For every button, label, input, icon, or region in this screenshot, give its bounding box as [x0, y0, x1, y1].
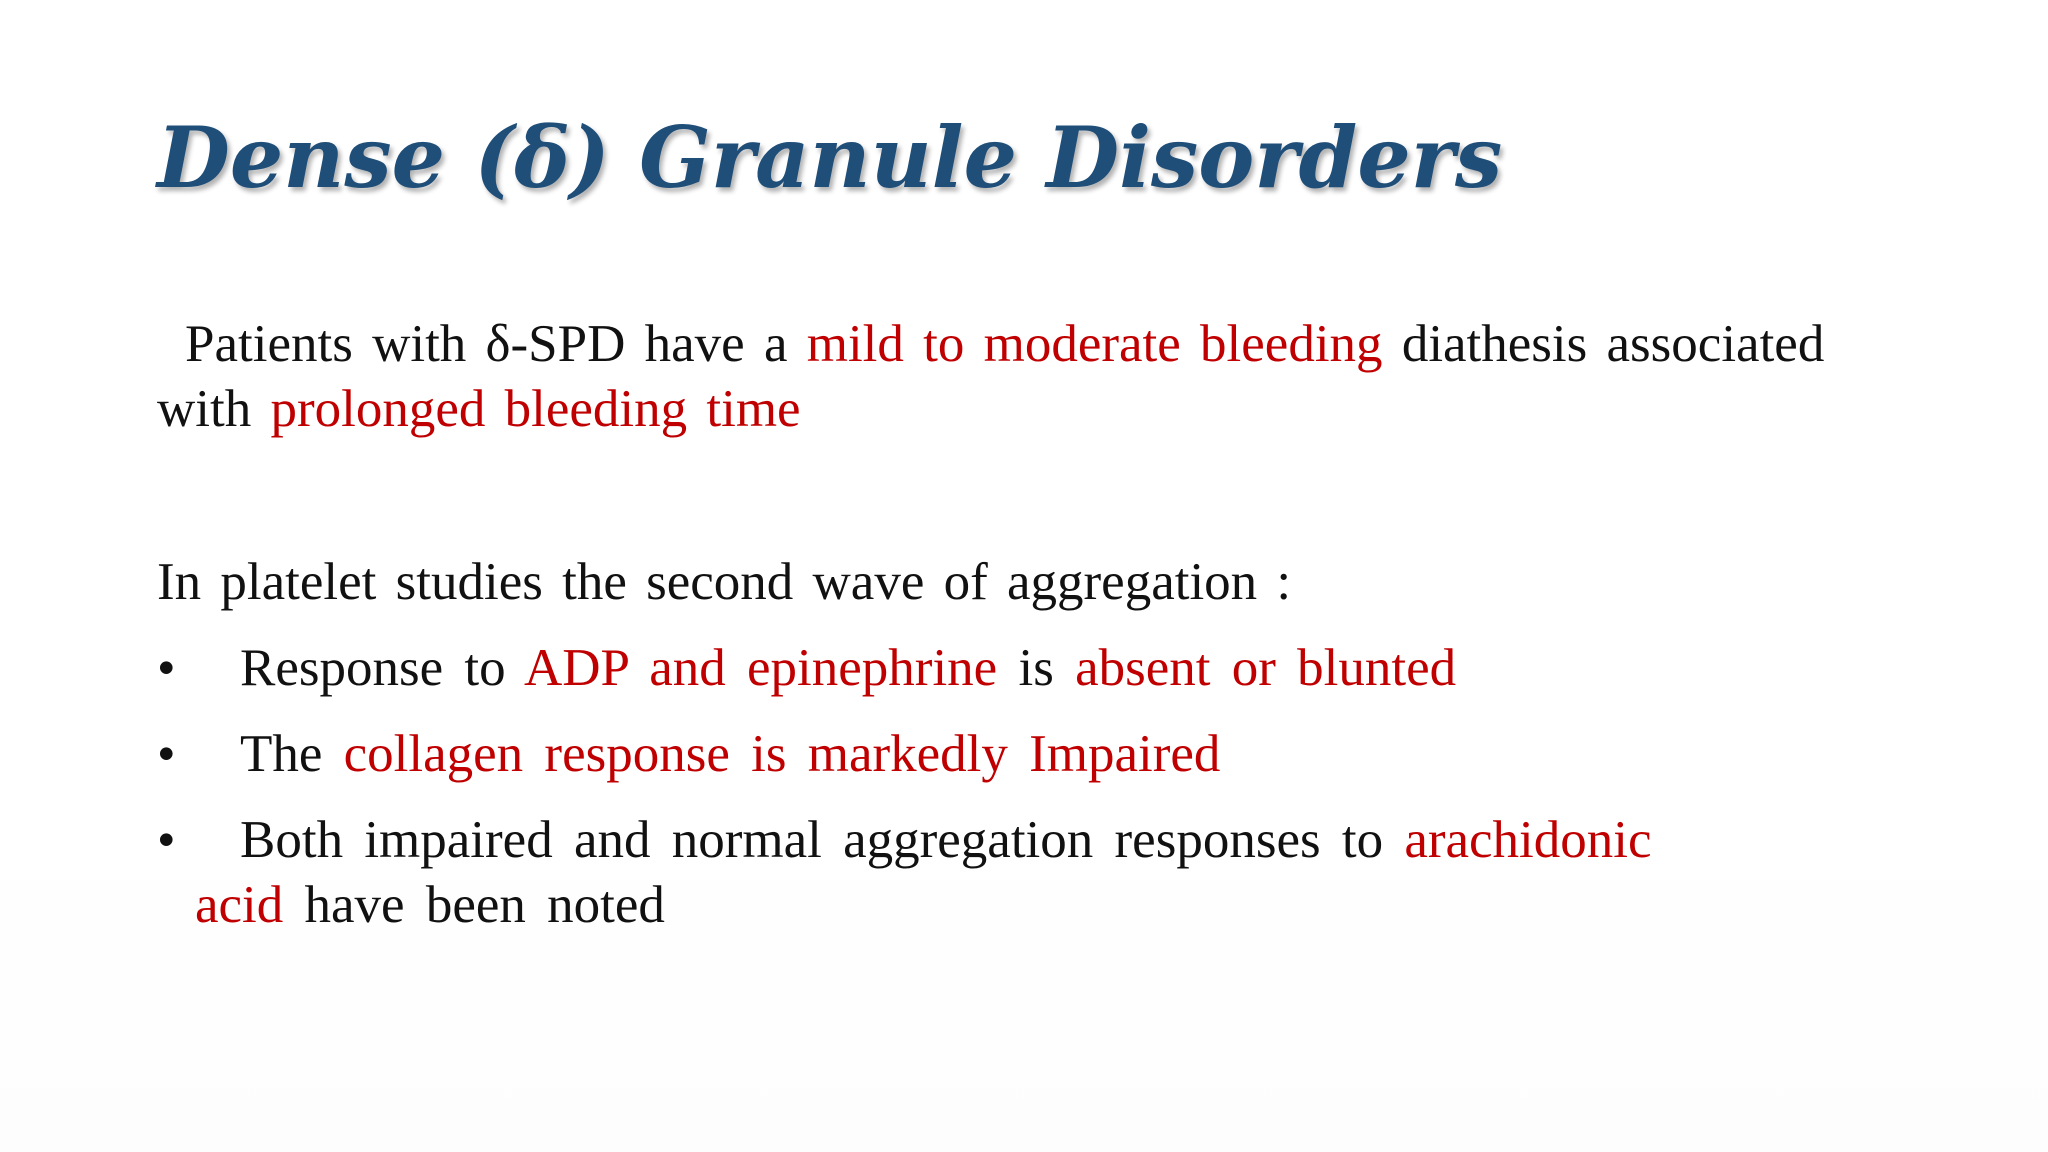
intro-emphasis-bleeding: mild to moderate bleeding: [806, 315, 1383, 373]
platelet-studies-heading: In platelet studies the second wave of aggregation :: [157, 553, 1292, 611]
bullet-emphasis: acid: [195, 876, 284, 934]
bullet-icon: •: [157, 811, 176, 869]
bullet-icon: •: [157, 725, 176, 783]
bullet-text: have been noted: [283, 876, 665, 934]
bullet-emphasis: arachidonic: [1404, 811, 1652, 869]
bullet-emphasis: collagen response is markedly Impaired: [343, 725, 1221, 783]
bullet-text: Response to: [240, 639, 524, 697]
bullet-icon: •: [157, 639, 176, 697]
bullet-list: [157, 636, 1857, 959]
bullet-text: Both impaired and normal aggregation responses to: [240, 811, 1405, 869]
bullet-continuation: [157, 873, 1857, 938]
bullet-emphasis: ADP and epinephrine: [523, 639, 998, 697]
bullet-text: The: [240, 725, 344, 783]
list-item: [157, 722, 1857, 787]
bullet-emphasis: absent or blunted: [1075, 639, 1457, 697]
intro-text-continued: diathesis associated with: [157, 315, 1825, 438]
list-item: [157, 636, 1857, 701]
slide-title: Dense (δ) Granule Disorders: [157, 108, 1503, 207]
bullet-text: is: [997, 639, 1076, 697]
intro-text: Patients with δ-SPD have a: [185, 315, 807, 373]
intro-paragraph: [157, 312, 1857, 442]
intro-emphasis-bleeding-time: prolonged bleeding time: [270, 380, 801, 438]
list-item: [157, 808, 1857, 938]
